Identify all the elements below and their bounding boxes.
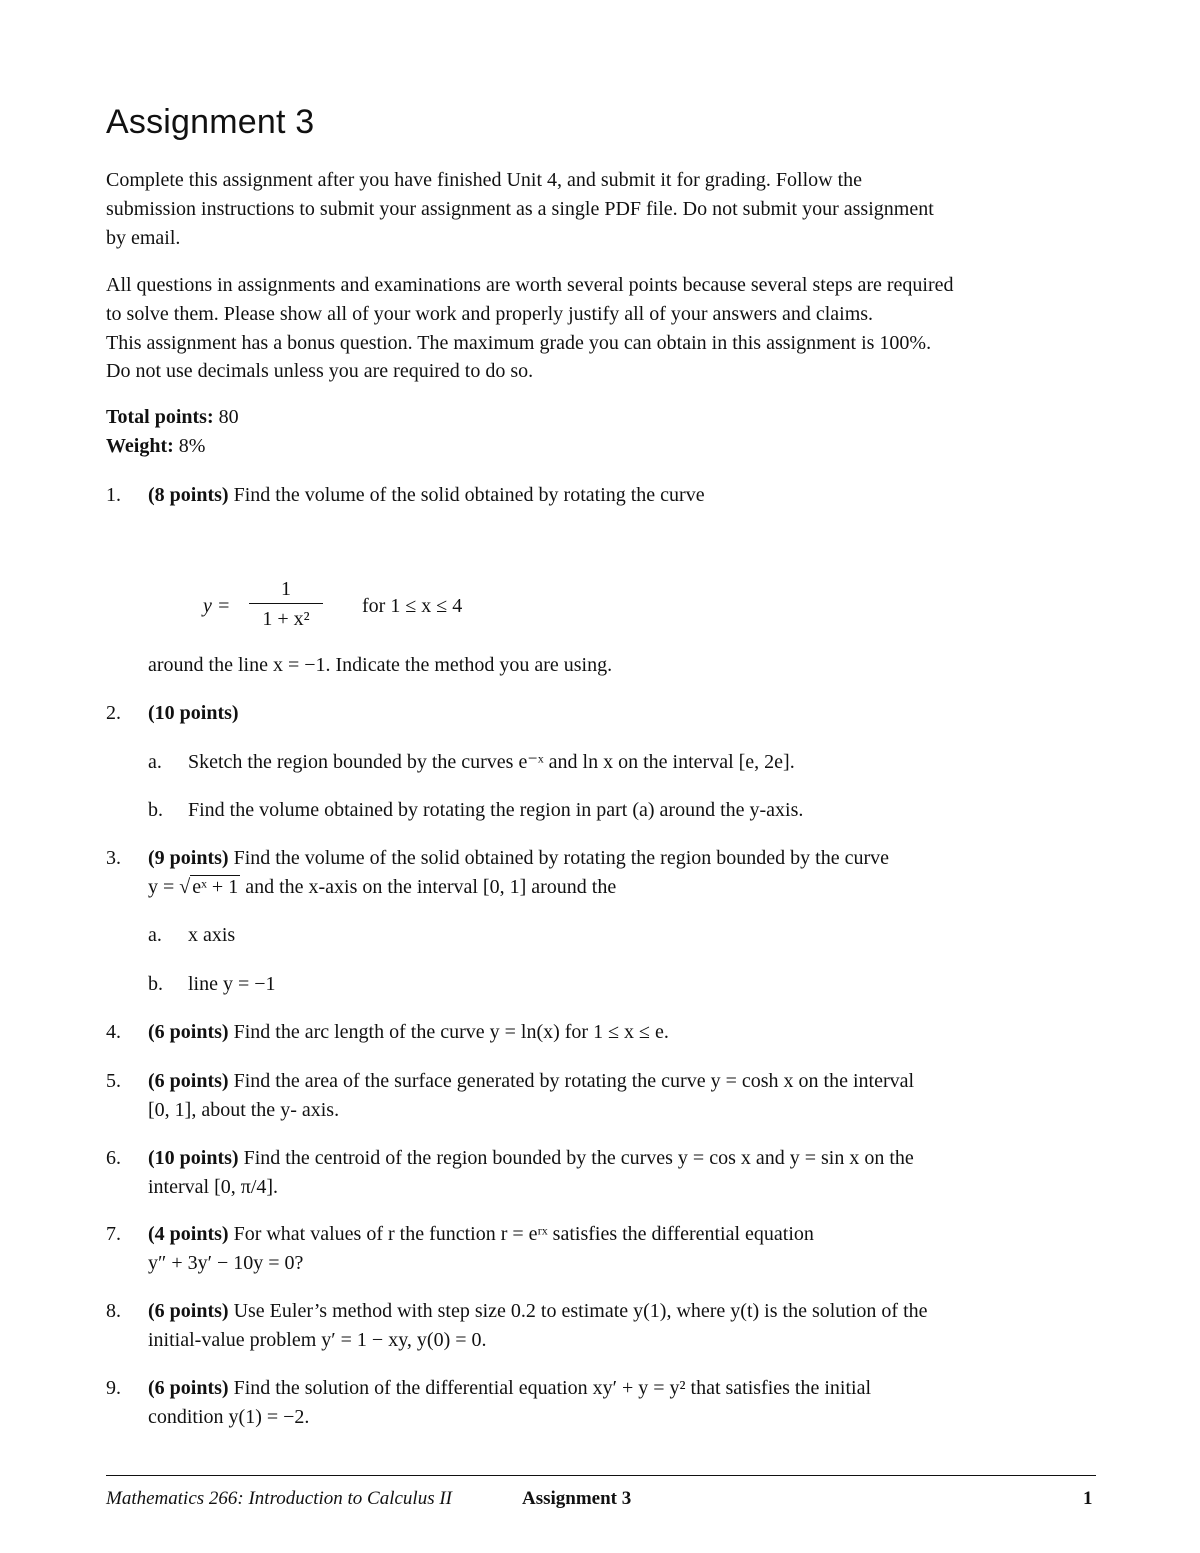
part-label: a.: [148, 924, 162, 946]
notes-line: All questions in assignments and examinations are worth several points because several steps are required: [106, 274, 954, 296]
question-1-after: [148, 651, 1098, 680]
footer-assignment: Assignment 3: [522, 1488, 632, 1509]
question-text: Find the volume of the solid obtained by rotating the region bounded by the curve: [233, 847, 889, 869]
notes-line: to solve them. Please show all of your work and properly justify all of your answers and claims.: [106, 302, 874, 325]
intro-paragraph: [106, 166, 1106, 252]
question-text: condition y(1) = −2.: [148, 1406, 310, 1428]
weight-label: Weight:: [106, 434, 174, 457]
question-number: 1.: [106, 484, 121, 506]
question-points: (6 points): [148, 1070, 229, 1092]
part-label: b.: [148, 799, 163, 821]
question-text: Find the solution of the differential equation xy′ + y = y² that satisfies the initial: [233, 1377, 872, 1399]
question-number: 4.: [106, 1021, 121, 1043]
notes-line: This assignment has a bonus question. The maximum grade you can obtain in this assignment is 100%.: [106, 331, 932, 354]
fraction-denominator: 1 + x²: [262, 608, 310, 630]
total-points-label: Total points:: [106, 406, 214, 428]
part-label: b.: [148, 973, 163, 995]
fraction-numerator: 1: [281, 578, 291, 600]
question-text: and the x-axis on the interval [0, 1] around the: [240, 876, 617, 898]
question-text: Use Euler’s method with step size 0.2 to estimate y(1), where y(t) is the solution of the: [233, 1300, 928, 1322]
question-points: (4 points): [148, 1223, 229, 1245]
page-number: 1: [1083, 1488, 1093, 1509]
question-text: Find the centroid of the region bounded by the curves y = cos x and y = sin x on the: [243, 1147, 914, 1169]
question-points: (6 points): [148, 1300, 229, 1322]
intro-line: Complete this assignment after you have finished Unit 4, and submit it for grading. Follow the: [106, 169, 862, 191]
weight: [106, 432, 1106, 461]
notes-line: Do not use decimals unless you are required to do so.: [106, 360, 534, 383]
question-number: 8.: [106, 1300, 121, 1322]
intro-line: by email.: [106, 226, 181, 249]
fraction: [249, 575, 323, 632]
question-text: Find the arc length of the curve y = ln(x) for 1 ≤ x ≤ e.: [233, 1021, 669, 1043]
total-points-value: 80: [218, 406, 239, 428]
sqrt-radicand: eˣ + 1: [192, 876, 239, 898]
question-text: Find the area of the surface generated by rotating the curve y = cosh x on the interval: [233, 1070, 915, 1092]
question-text: y = √: [148, 876, 191, 898]
part-text: Find the volume obtained by rotating the region in part (a) around the y-axis.: [188, 799, 804, 821]
question-number: 7.: [106, 1223, 121, 1245]
question-text: around the line x = −1. Indicate the method you are using.: [148, 654, 613, 676]
formula-condition: for 1 ≤ x ≤ 4: [362, 595, 463, 617]
question-number: 3.: [106, 847, 121, 869]
question-points: (10 points): [148, 1147, 239, 1169]
notes-paragraph: [106, 271, 1106, 386]
footer-divider: [106, 1475, 1096, 1476]
question-text: For what values of r the function r = eʳˣ satisfies the differential equation: [233, 1223, 814, 1245]
question-number: 6.: [106, 1147, 121, 1169]
question-points: (6 points): [148, 1021, 229, 1043]
question-points: (9 points): [148, 847, 229, 869]
question-text: Find the volume of the solid obtained by rotating the curve: [233, 484, 705, 506]
part-text: x axis: [188, 924, 236, 946]
question-points: (8 points): [148, 484, 229, 506]
question-text: [0, 1], about the y- axis.: [148, 1099, 340, 1121]
totals-block: [106, 403, 1106, 461]
part-text: Sketch the region bounded by the curves e⁻ˣ and ln x on the interval [e, 2e].: [188, 751, 795, 773]
weight-value: 8%: [178, 434, 206, 457]
question-points: (10 points): [148, 702, 239, 724]
question-number: 9.: [106, 1377, 121, 1399]
question-number: 5.: [106, 1070, 121, 1092]
page-title: Assignment 3: [106, 103, 315, 141]
total-points: [106, 403, 1106, 432]
footer-course: Mathematics 266: Introduction to Calculus II: [106, 1488, 452, 1509]
part-label: a.: [148, 751, 162, 773]
question-number: 2.: [106, 702, 121, 724]
part-text: line y = −1: [188, 973, 276, 995]
question-text: y″ + 3y′ − 10y = 0?: [148, 1252, 304, 1274]
question-points: (6 points): [148, 1377, 229, 1399]
question-text: interval [0, π/4].: [148, 1176, 279, 1198]
intro-line: submission instructions to submit your assignment as a single PDF file. Do not submit your assignment: [106, 197, 934, 220]
question-text: initial-value problem y′ = 1 − xy, y(0) = 0.: [148, 1329, 487, 1351]
formula-lhs: y =: [203, 595, 231, 617]
